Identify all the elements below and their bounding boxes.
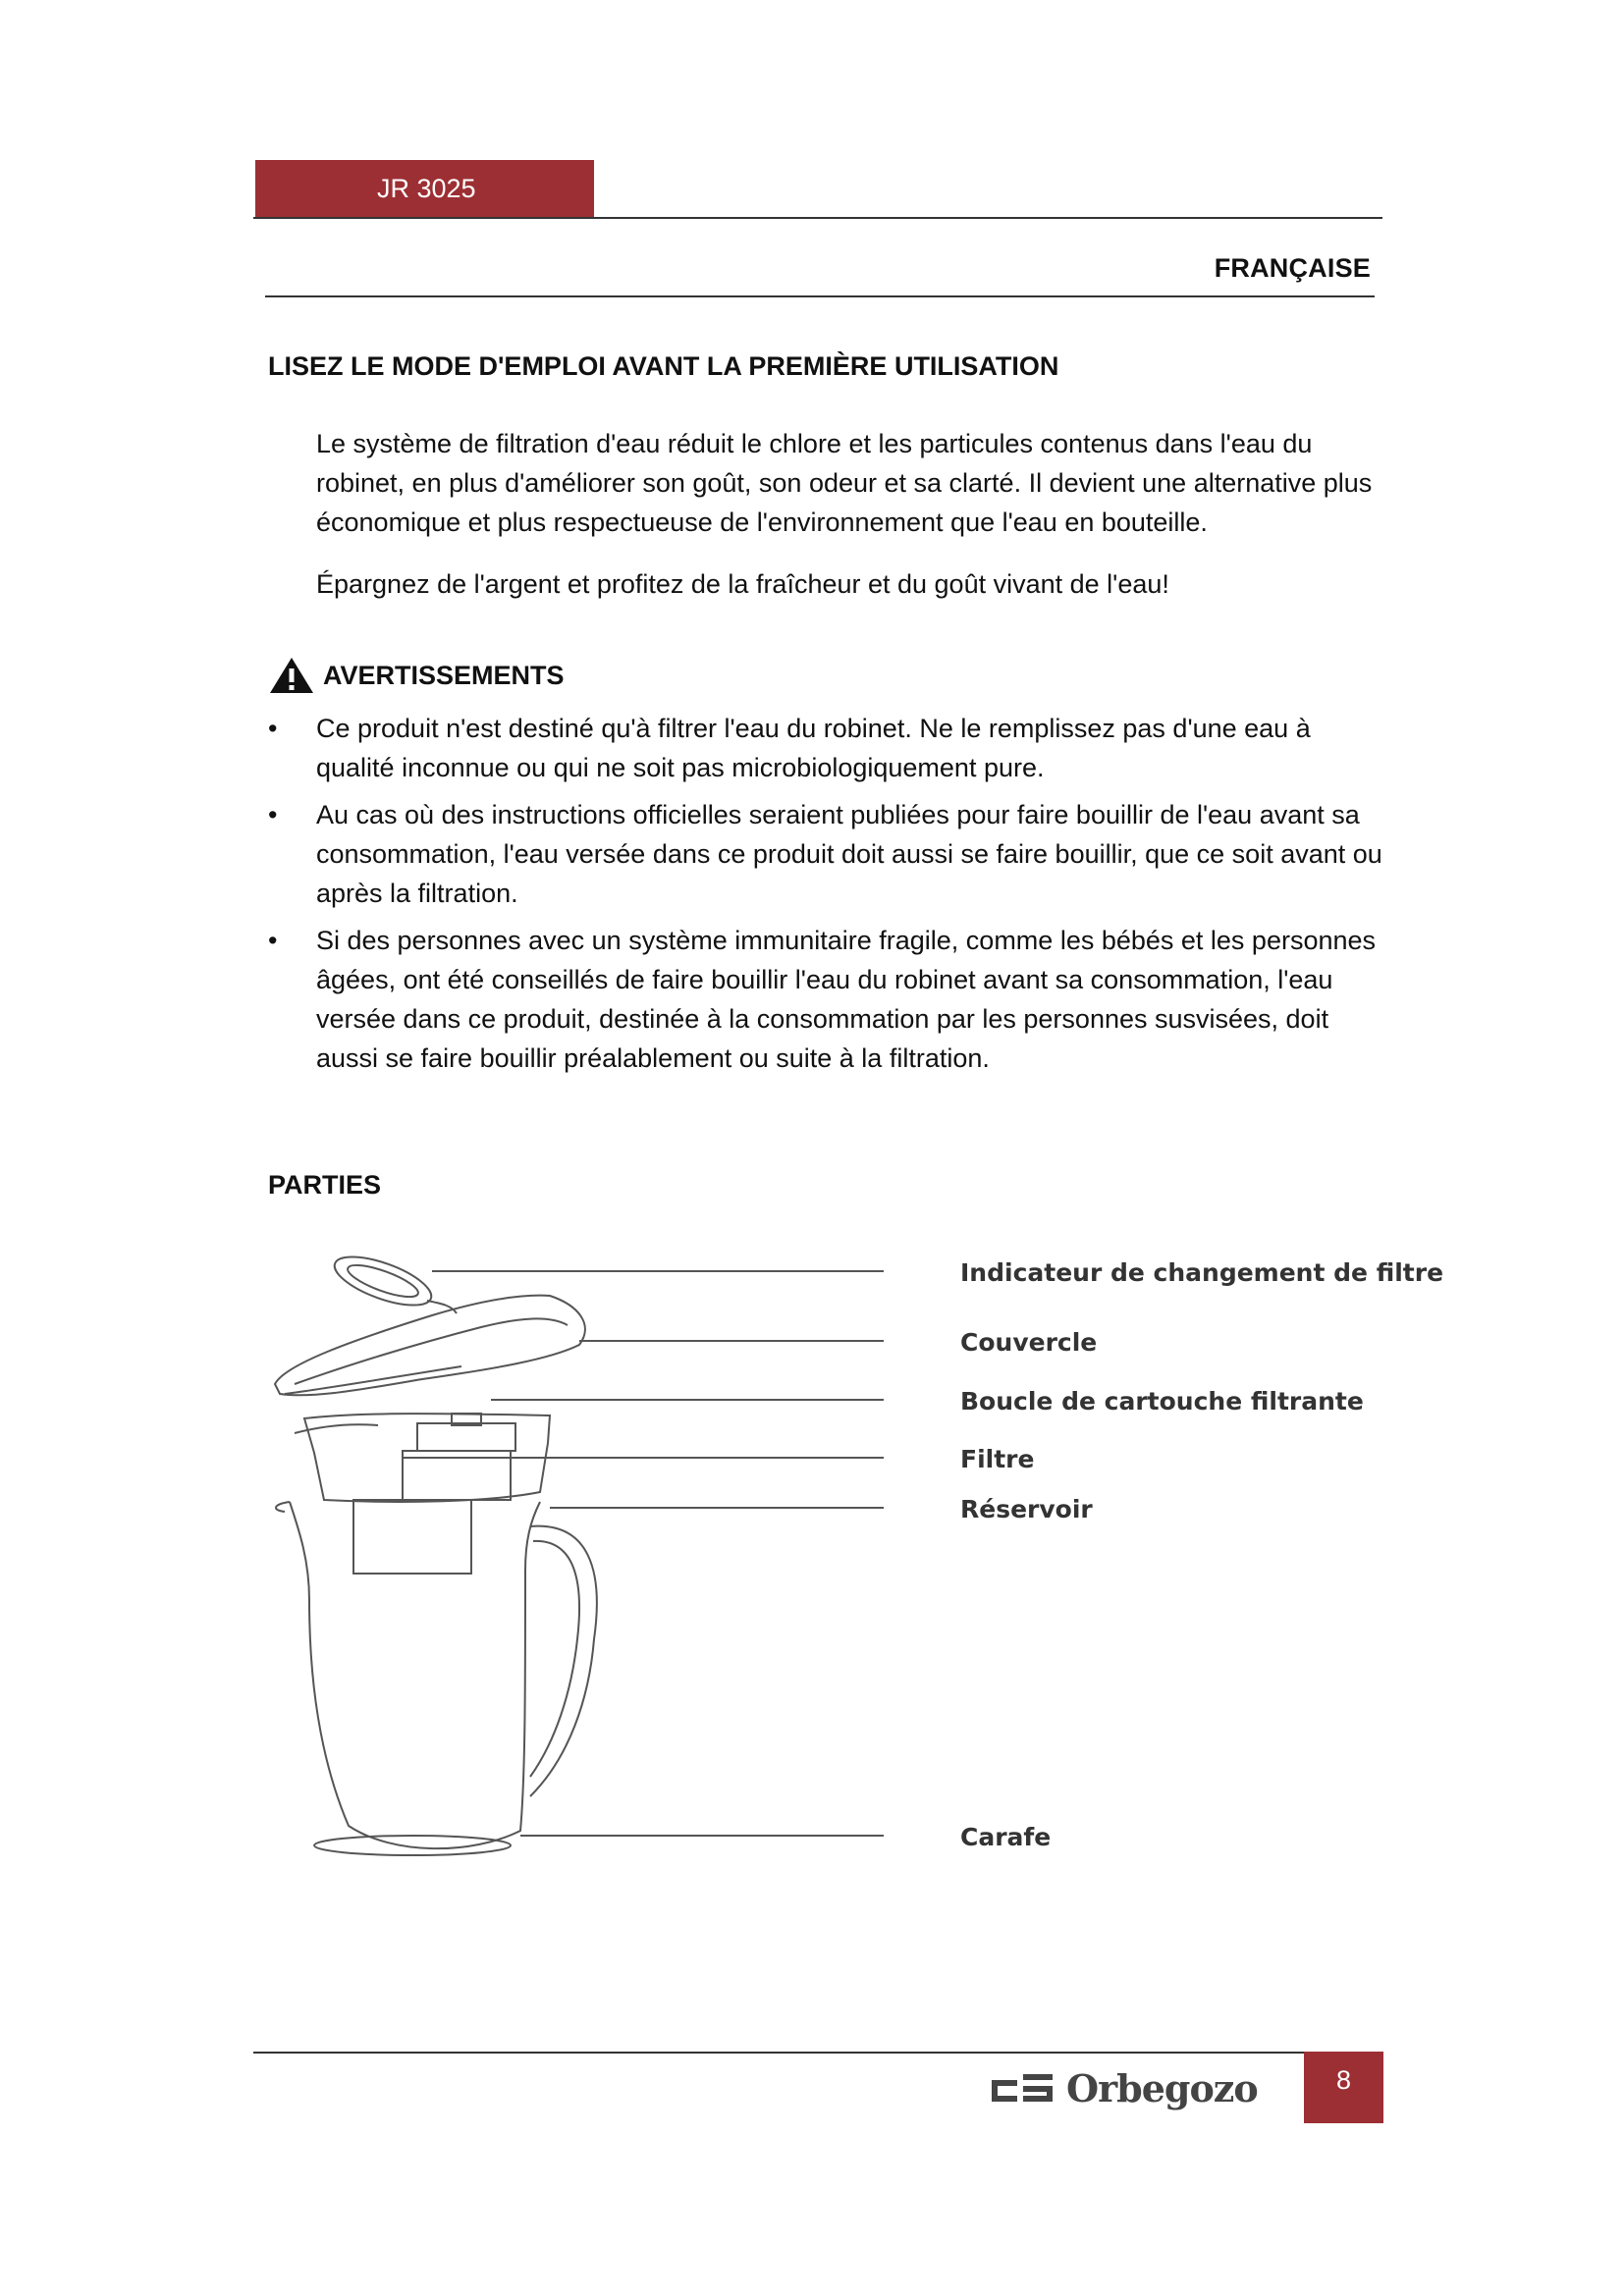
model-number: JR 3025: [377, 173, 476, 203]
label-reservoir: Réservoir: [960, 1495, 1093, 1523]
label-carafe: Carafe: [960, 1823, 1052, 1851]
language-rule: [265, 295, 1375, 297]
page-number-box: [1304, 2052, 1383, 2123]
lid: [275, 1296, 585, 1396]
warnings-list: [268, 709, 1387, 1086]
label-filter-indicator: Indicateur de changement de filtre: [960, 1258, 1444, 1287]
handle: [530, 1526, 597, 1796]
warning-icon: [268, 656, 315, 695]
list-item: • Si des personnes avec un système immunitaire fragile, comme les bébés et les personnes âgées, ont été conseillés de faire bouillir l'eau du robinet avant sa consommation, l'eau versée dans ce produit, destinée à la consommation par les personnes susvisées, doit aussi se faire bouillir préalablement ou suite à la filtration.: [268, 921, 1387, 1078]
intro-paragraph-2: Épargnez de l'argent et profitez de la fraîcheur et du goût vivant de l'eau!: [316, 569, 1169, 599]
brand-name: Orbegozo: [1066, 2066, 1258, 2110]
lid-edge: [285, 1366, 461, 1394]
parts-diagram: [255, 1247, 1444, 1934]
parts-title: PARTIES: [268, 1170, 382, 1200]
bullet-icon: •: [268, 714, 278, 743]
intro-title: LISEZ LE MODE D'EMPLOI AVANT LA PREMIÈRE UTILISATION: [268, 351, 1059, 381]
brand-mark-icon: [992, 2074, 1053, 2104]
label-cartridge-buckle: Boucle de cartouche filtrante: [960, 1387, 1364, 1415]
page-number: 8: [1335, 2065, 1352, 2095]
warnings-title: AVERTISSEMENTS: [323, 660, 565, 690]
model-tab: [255, 160, 594, 217]
pitcher-drawing: [275, 1247, 597, 1855]
language-label: FRANÇAISE: [1214, 253, 1371, 283]
carafe-body: [290, 1502, 540, 1848]
header-rule: [253, 217, 1382, 219]
bullet-icon: •: [268, 800, 278, 829]
bullet-icon: •: [268, 926, 278, 955]
footer-rule: [253, 2052, 1304, 2054]
lid-inner: [295, 1318, 568, 1384]
list-item: • Ce produit n'est destiné qu'à filtrer l'eau du robinet. Ne le remplissez pas d'une eau à qualité inconnue ou qui ne soit pas microbiologiquement pure.: [268, 709, 1387, 787]
filter-indicator: [329, 1247, 437, 1314]
cartridge-cap: [417, 1423, 515, 1451]
list-item: • Au cas où des instructions officielles seraient publiées pour faire bouillir de l'eau avant sa consommation, l'eau versée dans ce produit doit aussi se faire bouillir, que ce soit avant ou après la filtration.: [268, 795, 1387, 913]
warnings-heading: [268, 656, 565, 695]
callout-lines: [403, 1271, 884, 1836]
brand-logo: [992, 2066, 1258, 2110]
label-lid: Couvercle: [960, 1328, 1098, 1357]
intro-paragraph-1: Le système de filtration d'eau réduit le chlore et les particules contenus dans l'eau du robinet, en plus d'améliorer son goût, son odeur et sa clarté. Il devient une alternative plus économique et plus respectueuse de l'environnement que l'eau en bouteille.: [316, 429, 1373, 537]
label-filter: Filtre: [960, 1445, 1035, 1473]
